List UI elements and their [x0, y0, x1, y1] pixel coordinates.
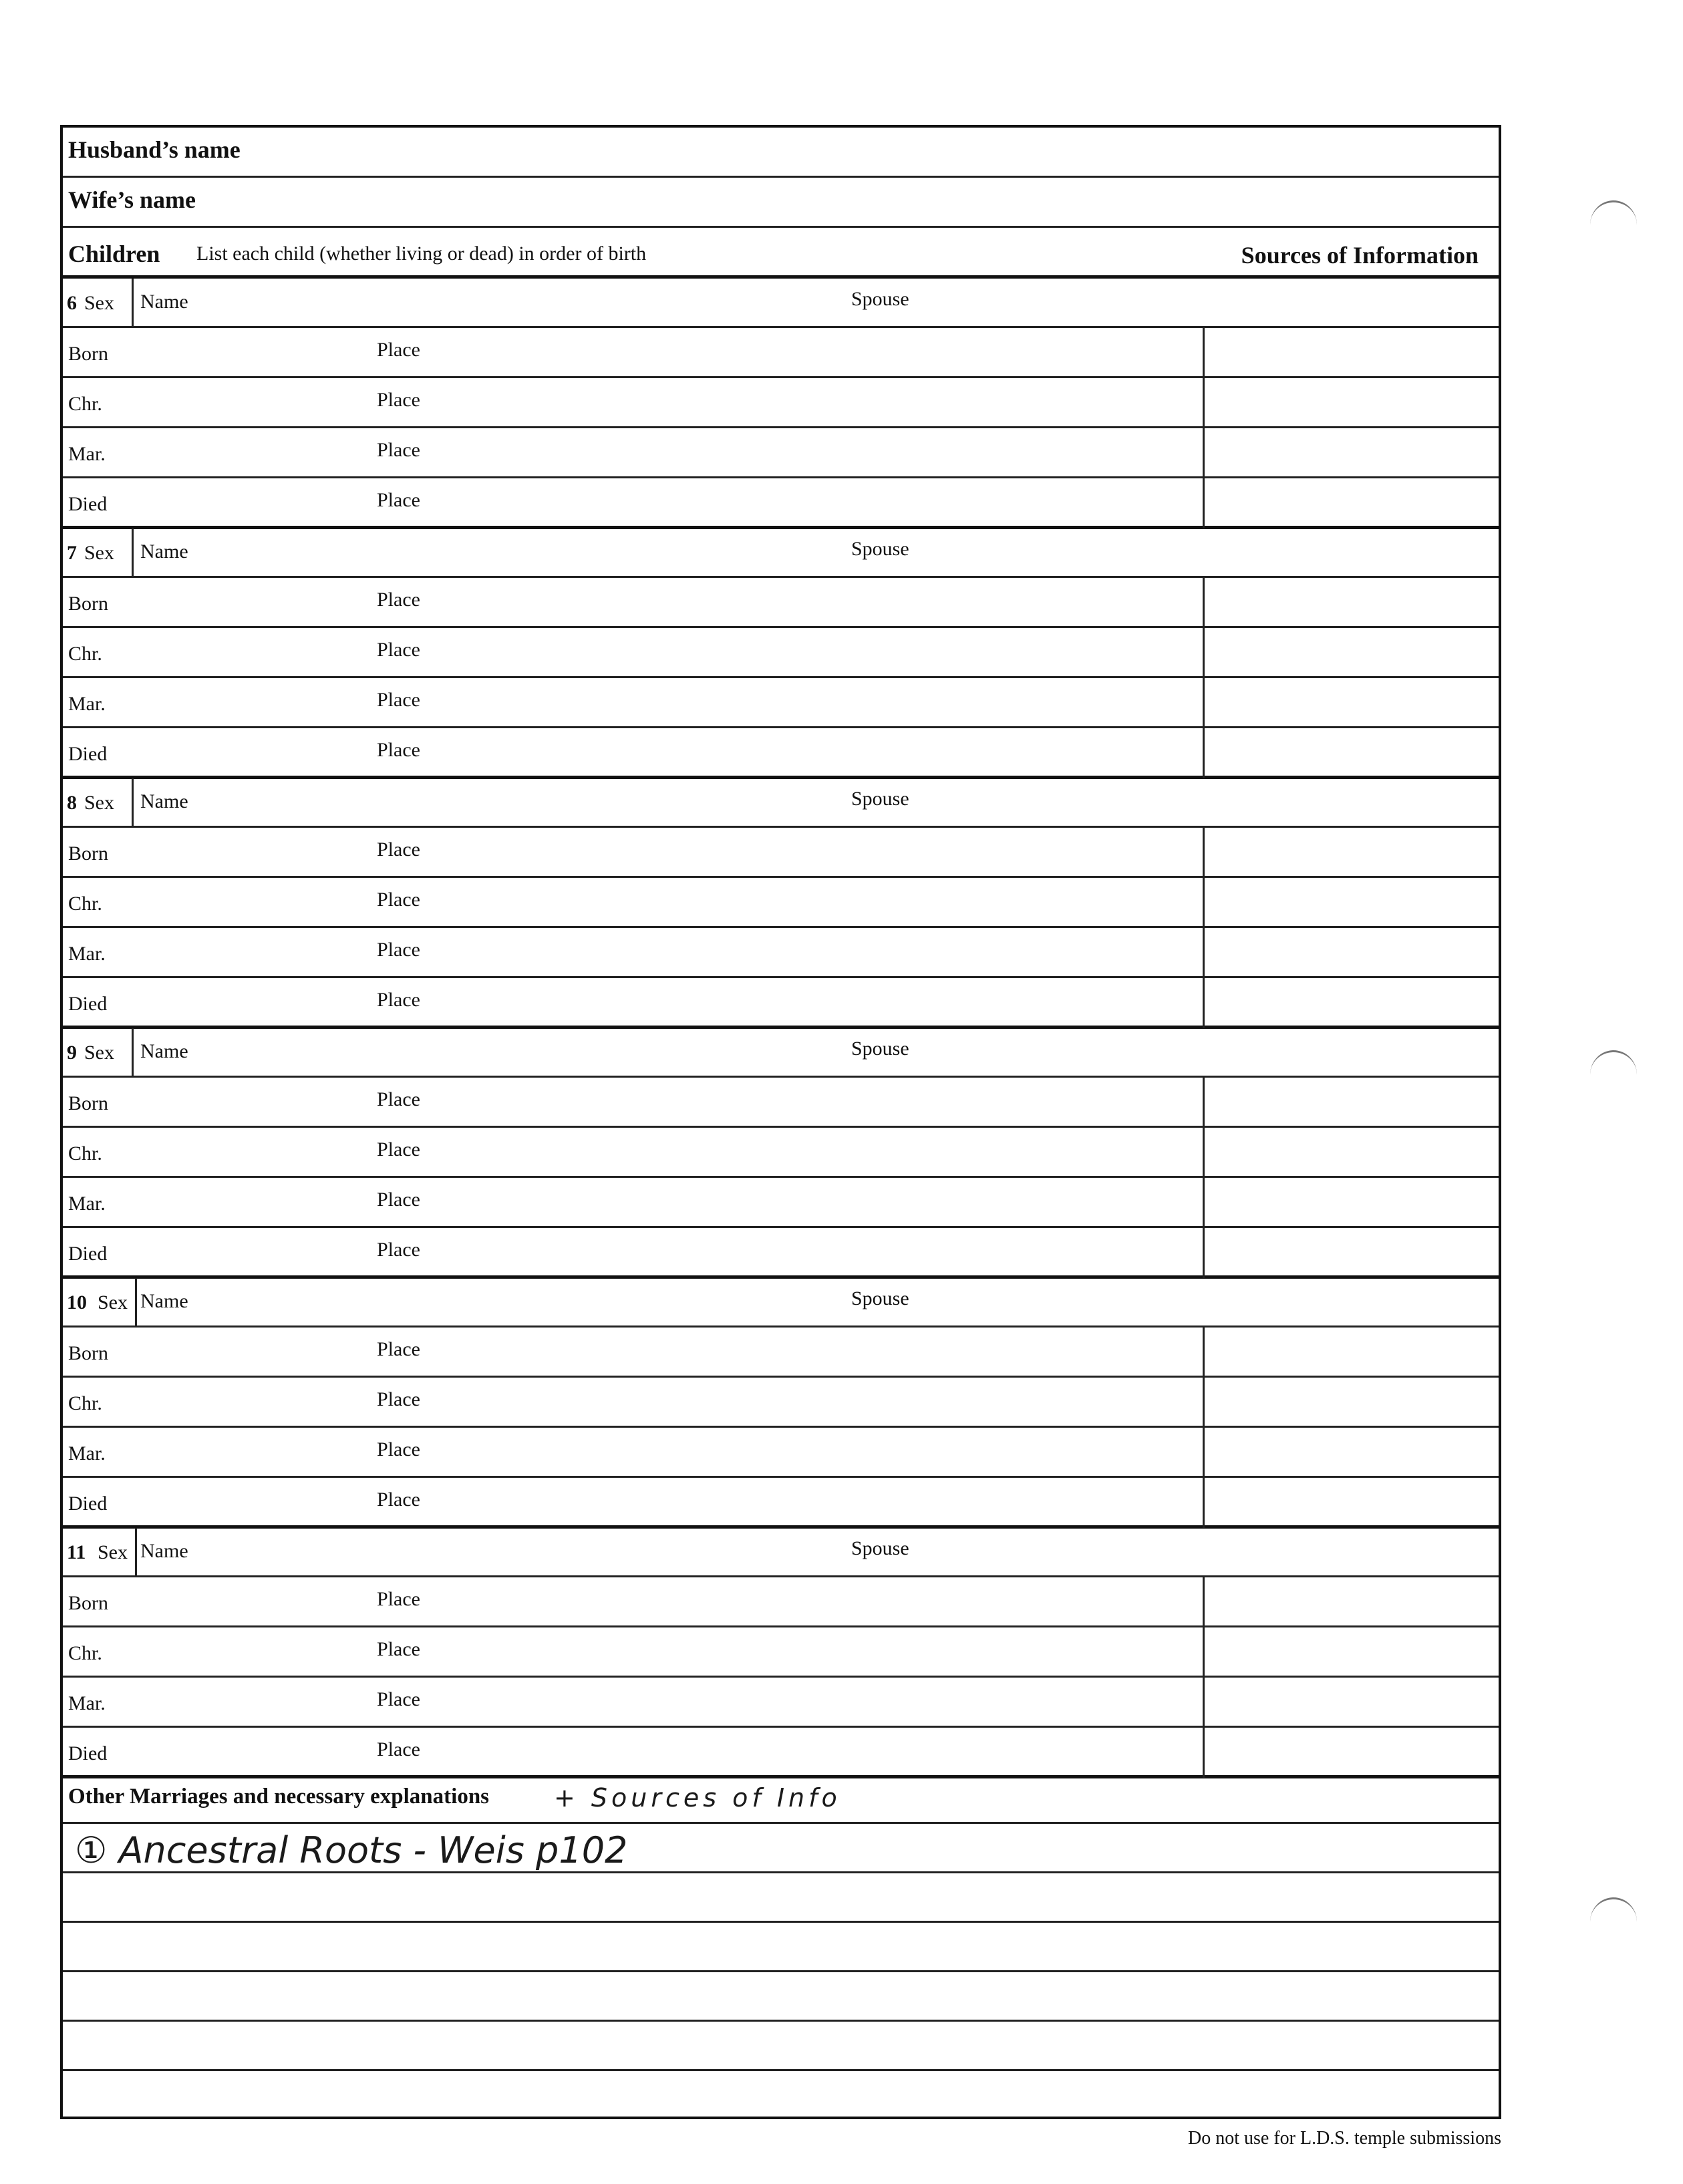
child-name-label: Name [140, 1290, 188, 1312]
child-number: 11 [67, 1541, 86, 1563]
husband-name-label: Husband’s name [68, 136, 241, 163]
event-label: Chr. [68, 893, 102, 915]
child-spouse-label: Spouse [851, 288, 909, 310]
binder-hole-bottom [1590, 1897, 1637, 1946]
event-label: Born [68, 1592, 108, 1614]
sources-of-information-label: Sources of Information [1241, 242, 1479, 269]
sources-column[interactable] [1203, 828, 1205, 1028]
child-spouse-label: Spouse [851, 1038, 909, 1060]
explanation-line-3[interactable] [63, 1923, 1499, 1972]
child-sex-label: Sex [84, 292, 114, 314]
wife-name-label: Wife’s name [68, 186, 196, 213]
event-place-label: Place [377, 339, 420, 361]
event-place-label: Place [377, 589, 420, 611]
child-event-row[interactable] [63, 1577, 1499, 1627]
event-place-label: Place [377, 489, 420, 511]
event-label: Born [68, 842, 108, 865]
child-sex-label: Sex [98, 1291, 128, 1313]
sex-name-divider [135, 1278, 137, 1325]
child-name-label: Name [140, 1040, 188, 1062]
child-event-row[interactable] [63, 378, 1499, 428]
child-block [63, 528, 1499, 778]
event-label: Born [68, 1092, 108, 1114]
event-label: Chr. [68, 1142, 102, 1164]
family-group-form [60, 125, 1501, 2119]
child-event-row[interactable] [63, 1078, 1499, 1128]
sex-name-divider [132, 528, 134, 576]
event-label: Born [68, 593, 108, 615]
sources-column[interactable] [1203, 1577, 1205, 1778]
event-label: Died [68, 1243, 108, 1265]
event-label: Died [68, 993, 108, 1015]
child-event-row[interactable] [63, 1178, 1499, 1228]
child-event-row[interactable] [63, 428, 1499, 478]
event-place-label: Place [377, 439, 420, 461]
child-number: 8 [67, 792, 77, 814]
event-label: Died [68, 743, 108, 765]
event-label: Mar. [68, 693, 106, 715]
event-place-label: Place [377, 739, 420, 761]
child-spouse-label: Spouse [851, 1287, 909, 1309]
child-block [63, 1028, 1499, 1278]
explanation-line-2[interactable] [63, 1873, 1499, 1923]
other-marriages-section [63, 1776, 1499, 2122]
event-place-label: Place [377, 838, 420, 861]
event-place-label: Place [377, 1189, 420, 1211]
child-spouse-label: Spouse [851, 538, 909, 560]
child-sex-label: Sex [84, 792, 114, 814]
sex-name-divider [135, 1528, 137, 1575]
event-place-label: Place [377, 1588, 420, 1610]
sex-name-divider [132, 1028, 134, 1076]
event-label: Died [68, 493, 108, 515]
child-event-row[interactable] [63, 1128, 1499, 1178]
child-event-row[interactable] [63, 928, 1499, 978]
event-label: Mar. [68, 443, 106, 465]
child-event-row[interactable] [63, 1328, 1499, 1378]
child-event-row[interactable] [63, 728, 1499, 779]
event-label: Mar. [68, 1193, 106, 1215]
sources-column[interactable] [1203, 1078, 1205, 1278]
event-label: Died [68, 1493, 108, 1515]
event-label: Mar. [68, 1692, 106, 1714]
child-number: 7 [67, 542, 77, 564]
children-instruction: List each child (whether living or dead) in order of birth [196, 243, 647, 265]
child-event-row[interactable] [63, 978, 1499, 1029]
child-spouse-label: Spouse [851, 788, 909, 810]
child-event-row[interactable] [63, 1378, 1499, 1428]
child-number: 6 [67, 292, 77, 314]
child-name-row[interactable] [63, 1528, 1499, 1577]
sex-name-divider [132, 778, 134, 826]
event-place-label: Place [377, 1688, 420, 1710]
other-marriages-label: Other Marriages and necessary explanations [68, 1784, 490, 1809]
sources-handwritten-note: + Sources of Info [554, 1783, 841, 1813]
husband-row [63, 128, 1499, 178]
children-label: Children [68, 241, 160, 267]
child-event-row[interactable] [63, 1627, 1499, 1678]
event-place-label: Place [377, 1388, 420, 1410]
child-event-row[interactable] [63, 578, 1499, 628]
child-event-row[interactable] [63, 1678, 1499, 1728]
child-event-row[interactable] [63, 678, 1499, 728]
child-name-label: Name [140, 790, 188, 812]
event-place-label: Place [377, 1088, 420, 1110]
child-event-row[interactable] [63, 828, 1499, 878]
explanation-line-1[interactable] [63, 1824, 1499, 1873]
child-event-row[interactable] [63, 878, 1499, 928]
child-block [63, 1278, 1499, 1528]
child-name-label: Name [140, 1540, 188, 1562]
event-label: Born [68, 343, 108, 365]
explanation-line-5[interactable] [63, 2022, 1499, 2071]
child-block [63, 1528, 1499, 1778]
event-label: Chr. [68, 1392, 102, 1414]
child-sex-label: Sex [98, 1541, 128, 1563]
child-name-row[interactable] [63, 1278, 1499, 1328]
child-number: 9 [67, 1042, 77, 1064]
event-label: Born [68, 1342, 108, 1364]
event-place-label: Place [377, 939, 420, 961]
event-place-label: Place [377, 639, 420, 661]
binder-hole-middle [1590, 1050, 1637, 1099]
event-place-label: Place [377, 1438, 420, 1460]
child-sex-label: Sex [84, 1042, 114, 1064]
footer-disclaimer: Do not use for L.D.S. temple submissions [1188, 2128, 1501, 2149]
event-place-label: Place [377, 1738, 420, 1760]
event-place-label: Place [377, 1338, 420, 1360]
child-name-row[interactable] [63, 528, 1499, 578]
binder-hole-top [1590, 200, 1637, 249]
event-label: Mar. [68, 1442, 106, 1464]
child-event-row[interactable] [63, 1478, 1499, 1529]
child-number: 10 [67, 1291, 87, 1313]
child-name-row[interactable] [63, 778, 1499, 828]
event-label: Mar. [68, 943, 106, 965]
event-place-label: Place [377, 689, 420, 711]
child-spouse-label: Spouse [851, 1537, 909, 1559]
child-name-label: Name [140, 540, 188, 563]
child-block [63, 279, 1499, 528]
child-event-row[interactable] [63, 1428, 1499, 1478]
explanation-line-4[interactable] [63, 1972, 1499, 2022]
child-event-row[interactable] [63, 1728, 1499, 1778]
event-label: Chr. [68, 393, 102, 415]
event-place-label: Place [377, 1489, 420, 1511]
child-name-row[interactable] [63, 1028, 1499, 1078]
child-event-row[interactable] [63, 328, 1499, 378]
event-place-label: Place [377, 889, 420, 911]
child-name-label: Name [140, 291, 188, 313]
event-label: Chr. [68, 1642, 102, 1664]
event-place-label: Place [377, 1239, 420, 1261]
child-event-row[interactable] [63, 478, 1499, 529]
wife-row [63, 178, 1499, 228]
explanation-entry-1: ① Ancestral Roots - Weis p102 [75, 1829, 628, 1871]
children-header-row [63, 228, 1499, 279]
child-event-row[interactable] [63, 1228, 1499, 1279]
sources-column[interactable] [1203, 328, 1205, 528]
event-place-label: Place [377, 1638, 420, 1660]
other-marriages-header [63, 1776, 1499, 1824]
child-sex-label: Sex [84, 542, 114, 564]
event-place-label: Place [377, 989, 420, 1011]
child-name-row[interactable] [63, 279, 1499, 328]
event-label: Died [68, 1742, 108, 1764]
sources-column[interactable] [1203, 578, 1205, 778]
event-label: Chr. [68, 643, 102, 665]
child-block [63, 778, 1499, 1028]
event-place-label: Place [377, 389, 420, 411]
event-place-label: Place [377, 1138, 420, 1160]
sources-column[interactable] [1203, 1328, 1205, 1528]
sex-name-divider [132, 279, 134, 326]
child-event-row[interactable] [63, 628, 1499, 678]
